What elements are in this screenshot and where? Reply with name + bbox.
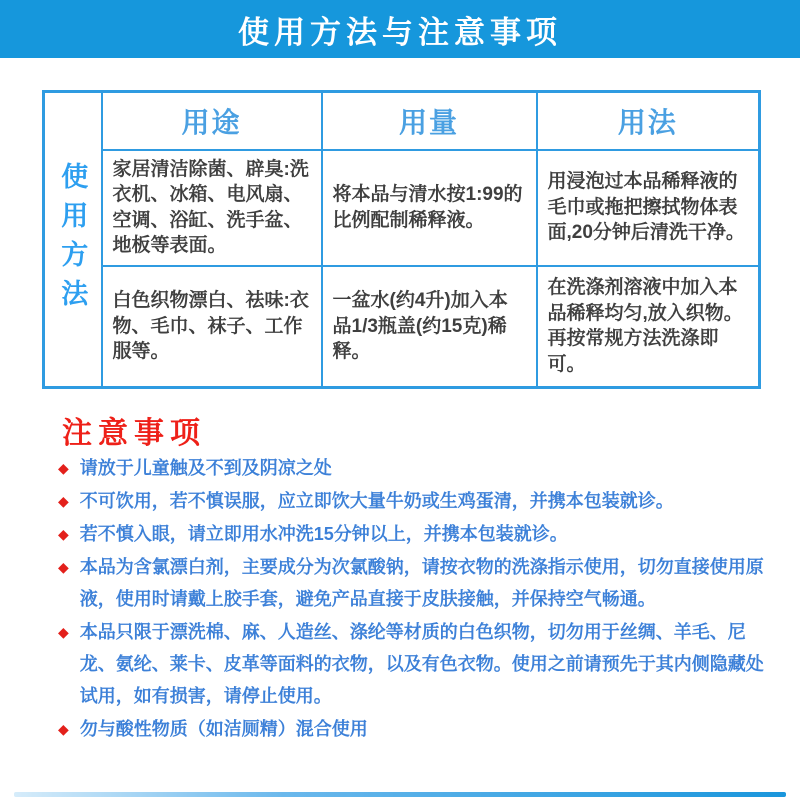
diamond-bullet-icon: ◆ [58,526,69,542]
precaution-item [58,518,774,550]
precaution-text: 不可饮用，若不慎误服，应立即饮大量牛奶或生鸡蛋清，并携本包装就诊。 [79,491,674,511]
diamond-bullet-icon: ◆ [58,559,69,575]
usage-table-header-row [44,92,760,150]
cell-purpose-fabric: 白色织物漂白、祛味:衣物、毛巾、袜子、工作服等。 [102,266,322,388]
column-header-purpose: 用途 [102,92,322,150]
cell-purpose-household: 家居清洁除菌、辟臭:洗衣机、冰箱、电风扇、空调、浴缸、洗手盆、地板等表面。 [102,150,322,266]
precaution-item [58,485,774,517]
precautions-list [58,452,774,746]
column-header-method: 用法 [537,92,760,150]
cell-method-household: 用浸泡过本品稀释液的毛巾或拖把擦拭物体表面,20分钟后清洗干净。 [537,150,760,266]
precaution-item [58,713,774,745]
usage-table-side-header: 使用方法 [44,92,102,388]
precaution-text: 本品只限于漂洗棉、麻、人造丝、涤纶等材质的白色织物，切勿用于丝绸、羊毛、尼龙、氨纶、莱卡、皮革等面料的衣物，以及有色衣物。使用之前请预先于其内侧隐藏处试用，如有损害，请停止使用。 [79,622,764,706]
footer-divider-bar [14,792,786,797]
precaution-text: 本品为含氯漂白剂，主要成分为次氯酸钠，请按衣物的洗涤指示使用，切勿直接使用原液，使用时请戴上胶手套，避免产品直接于皮肤接触，并保持空气畅通。 [79,557,764,609]
precaution-item [58,616,774,712]
diamond-bullet-icon: ◆ [58,493,69,509]
precaution-text: 勿与酸性物质（如洁厕精）混合使用 [79,719,368,739]
column-header-dosage: 用量 [322,92,537,150]
page-title-banner [0,0,800,58]
cell-method-fabric: 在洗涤剂溶液中加入本品稀释均匀,放入织物。再按常规方法洗涤即可。 [537,266,760,388]
diamond-bullet-icon: ◆ [58,624,69,640]
usage-table [42,90,761,389]
table-row-fabric [44,266,760,388]
precaution-item [58,551,774,615]
precaution-item [58,452,774,484]
precautions-title: 注意事项 [62,417,206,450]
cell-dosage-household: 将本品与清水按1:99的比例配制稀释液。 [322,150,537,266]
diamond-bullet-icon: ◆ [58,460,69,476]
precaution-text: 请放于儿童触及不到及阴凉之处 [79,458,332,478]
diamond-bullet-icon: ◆ [58,721,69,737]
table-row-household [44,150,760,266]
page-title: 使用方法与注意事项 [238,14,562,50]
precaution-text: 若不慎入眼，请立即用水冲洗15分钟以上，并携本包装就诊。 [79,524,568,544]
cell-dosage-fabric: 一盆水(约4升)加入本品1/3瓶盖(约15克)稀释。 [322,266,537,388]
